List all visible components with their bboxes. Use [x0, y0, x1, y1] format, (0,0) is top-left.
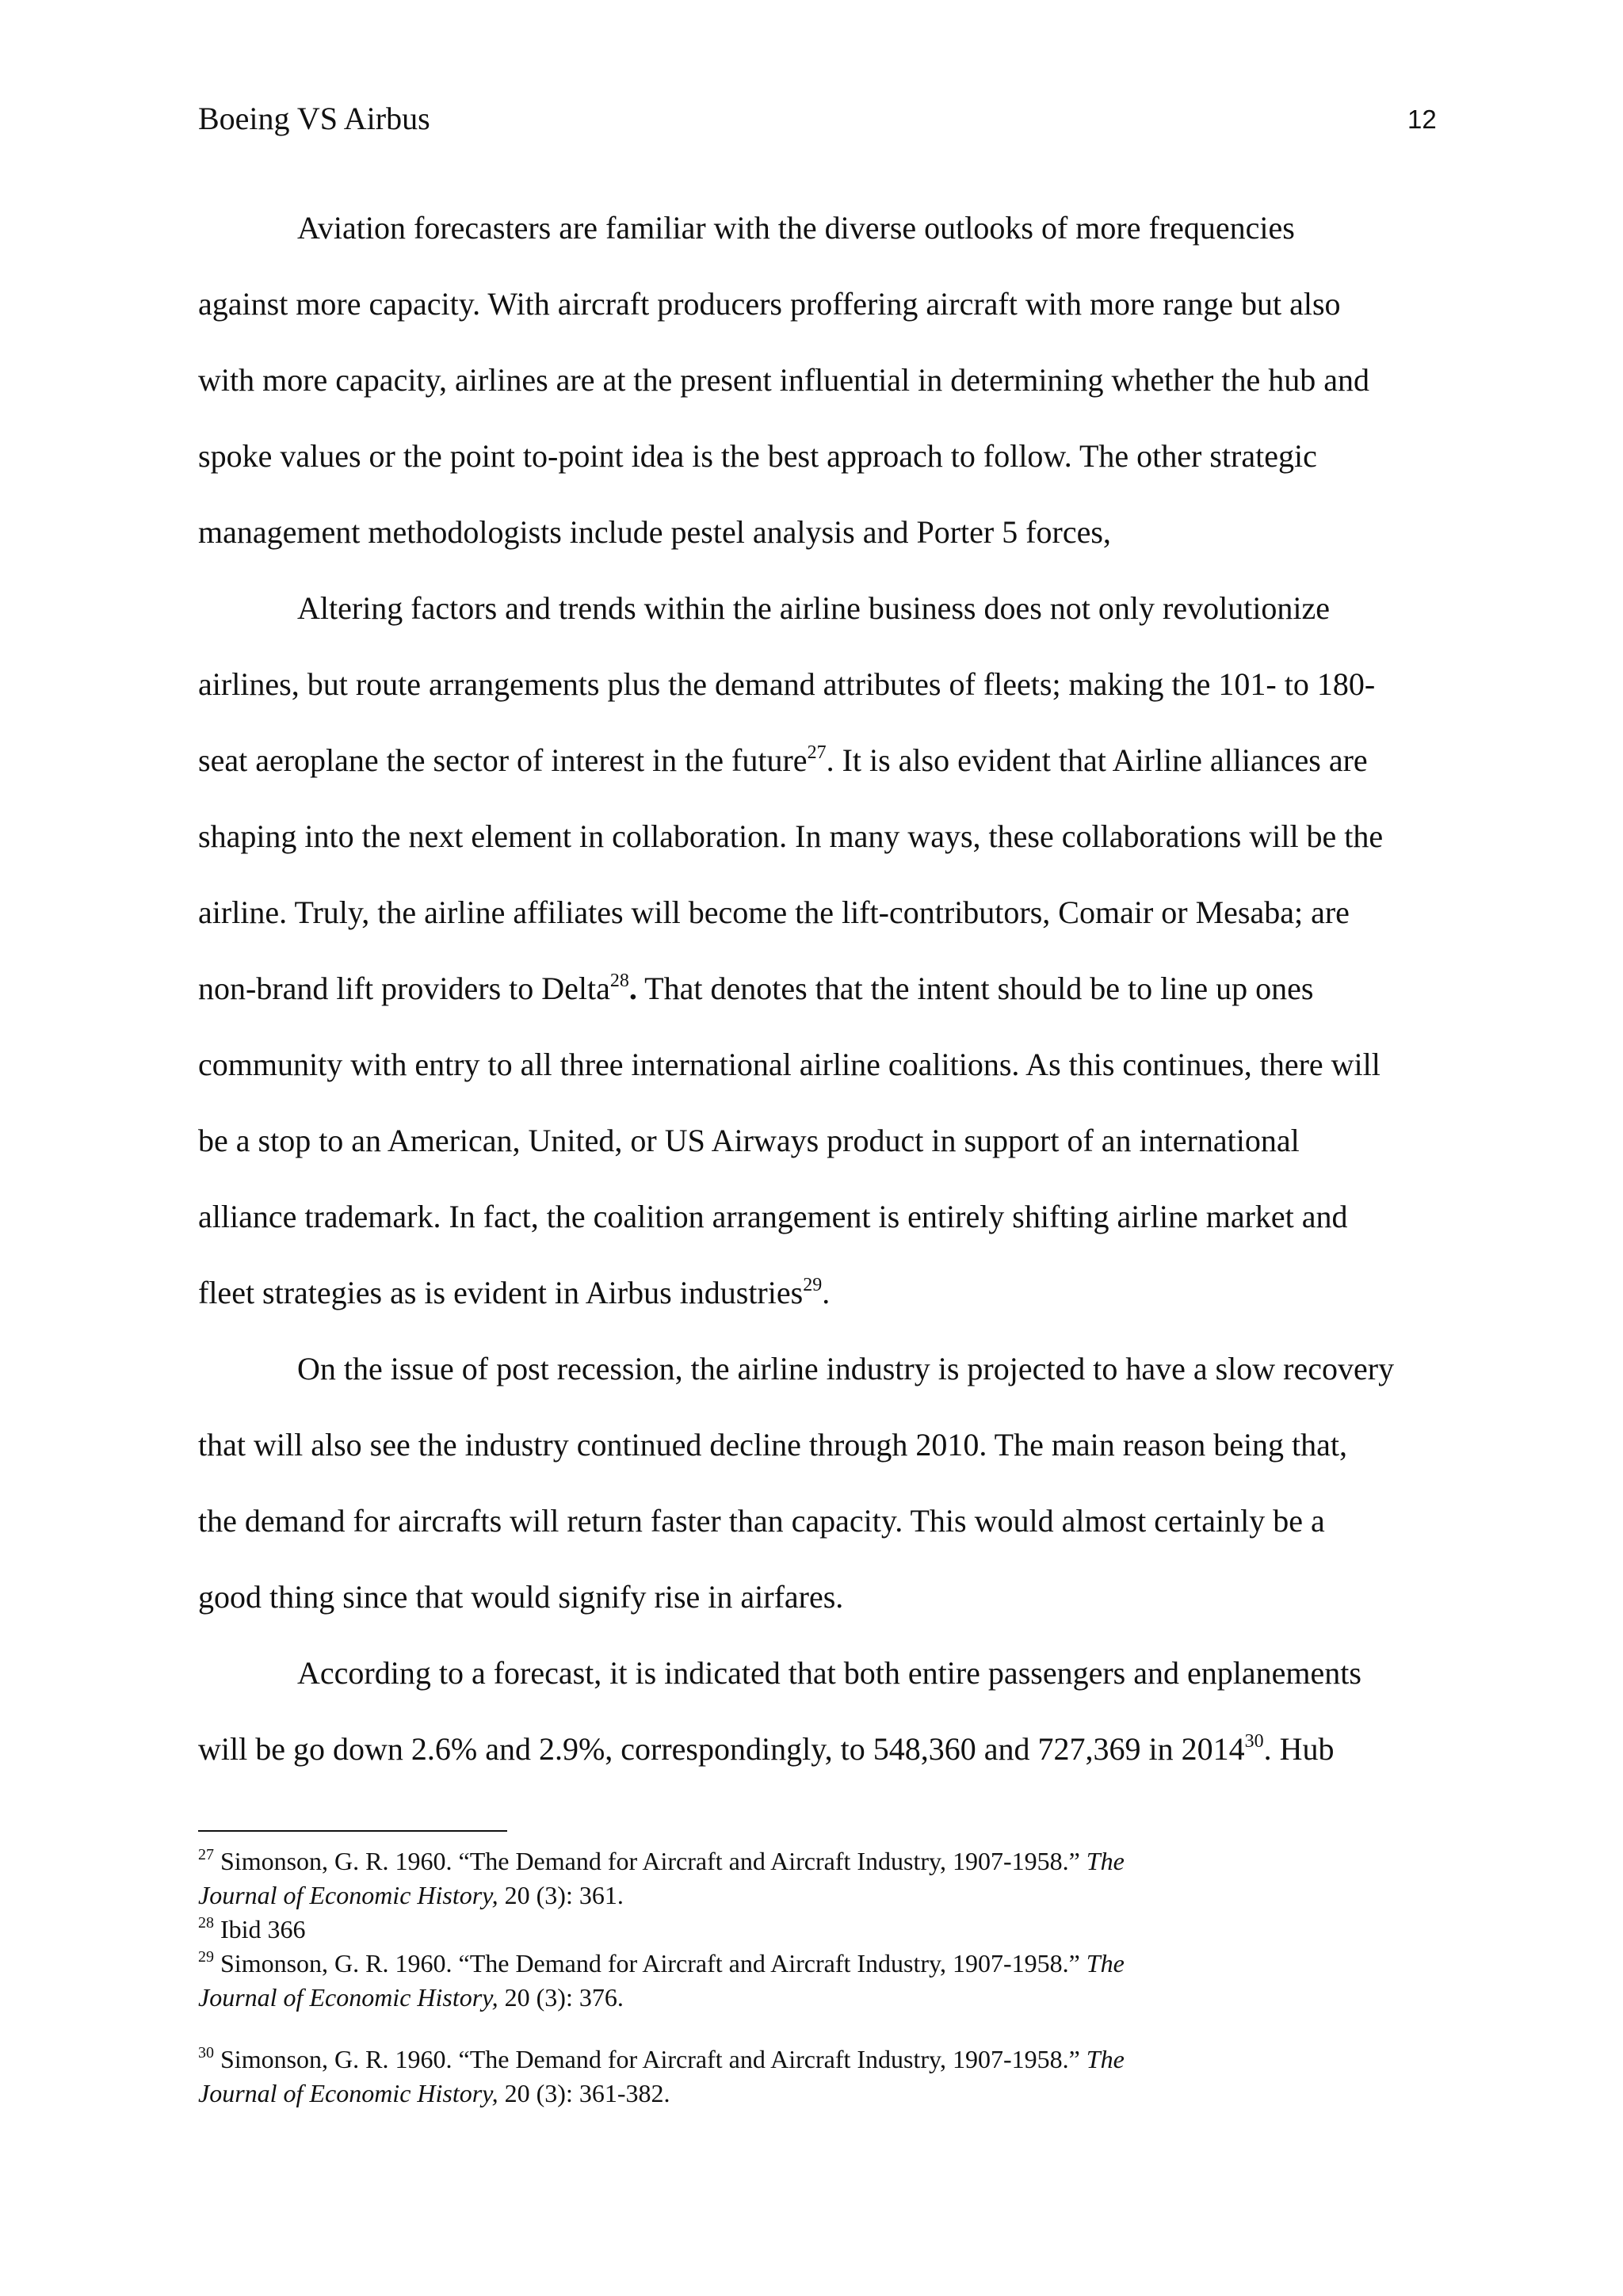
paragraph-2-line-10-text-a: fleet strategies as is evident in Airbus industries — [198, 1275, 804, 1310]
footnote-30-block — [198, 2042, 1434, 2111]
paragraph-2-line-3 — [198, 735, 1434, 811]
footnote-27-italic: The — [1086, 1847, 1125, 1875]
footnote-30-number: 30 — [198, 2044, 214, 2061]
footnote-29-text: Simonson, G. R. 1960. “The Demand for Aircraft and Aircraft Industry, 1907-1958.” — [214, 1949, 1086, 1978]
paragraph-3-line-1: On the issue of post recession, the airline industry is projected to have a slow recovery — [297, 1351, 1395, 1386]
footnote-ref-30: 30 — [1244, 1731, 1264, 1752]
paragraph-2-line-10-text-b: . — [822, 1275, 831, 1310]
footnote-29-citation: 20 (3): 376. — [498, 1983, 624, 2012]
paragraph-2-line-2: airlines, but route arrangements plus the demand attributes of fleets; making the 101- to 180- — [198, 666, 1376, 702]
footnote-30-journal: Journal of Economic History, — [198, 2079, 498, 2107]
footnote-27-text: Simonson, G. R. 1960. “The Demand for Aircraft and Aircraft Industry, 1907-1958.” — [214, 1847, 1086, 1875]
paragraph-3-line-3: the demand for aircrafts will return faster than capacity. This would almost certainly be a — [198, 1503, 1325, 1539]
footnote-27-line-2 — [198, 1878, 1434, 1913]
paragraph-2-line-5: airline. Truly, the airline affiliates will become the lift-contributors, Comair or Mesaba; are — [198, 894, 1350, 930]
footnote-29-line-2 — [198, 1981, 1434, 2015]
footnote-30-line-1 — [198, 2042, 1434, 2077]
footnote-28-text: Ibid 366 — [214, 1915, 306, 1943]
paragraph-2-line-6-text-a: non-brand lift providers to Delta — [198, 971, 610, 1006]
footnote-separator — [198, 1830, 507, 1832]
footnote-ref-29: 29 — [803, 1275, 823, 1295]
paragraph-2-line-6 — [198, 963, 1434, 1039]
body-text — [198, 203, 1434, 1800]
footnote-27-citation: 20 (3): 361. — [498, 1881, 624, 1909]
paragraph-1-line-1: Aviation forecasters are familiar with the diverse outlooks of more frequencies — [297, 210, 1295, 246]
paragraph-2-line-4: shaping into the next element in collaboration. In many ways, these collaborations will be the — [198, 818, 1384, 854]
footnote-27-number: 27 — [198, 1846, 214, 1863]
paragraph-2-line-10 — [198, 1268, 1434, 1344]
paragraph-2-line-7: community with entry to all three international airline coalitions. As this continues, there will — [198, 1047, 1381, 1082]
footnote-30-citation: 20 (3): 361-382. — [498, 2079, 670, 2107]
paragraph-1-line-5: management methodologists include pestel analysis and Porter 5 forces, — [198, 514, 1111, 550]
footnote-30-italic: The — [1086, 2045, 1125, 2073]
paragraph-1-line-2: against more capacity. With aircraft producers proffering aircraft with more range but also — [198, 286, 1341, 322]
paragraph-2-line-6-text-b: That denotes that the intent should be to line up ones — [636, 971, 1314, 1006]
paragraph-4-line-2 — [198, 1724, 1434, 1800]
paragraph-2-line-8: be a stop to an American, United, or US Airways product in support of an international — [198, 1123, 1300, 1158]
footnote-27-line-1 — [198, 1844, 1434, 1878]
footnote-ref-28: 28 — [609, 971, 629, 991]
paragraph-2-line-1: Altering factors and trends within the airline business does not only revolutionize — [297, 590, 1331, 626]
footnote-29-number: 29 — [198, 1948, 214, 1966]
footnote-29-line-1 — [198, 1947, 1434, 1981]
bold-period: . — [628, 971, 637, 1006]
paragraph-4-line-1: According to a forecast, it is indicated that both entire passengers and enplanements — [297, 1655, 1361, 1691]
paragraph-4-line-2-text-a: will be go down 2.6% and 2.9%, correspondingly, to 548,360 and 727,369 in 2014 — [198, 1731, 1245, 1767]
paragraph-1-line-3: with more capacity, airlines are at the present influential in determining whether the hub and — [198, 362, 1369, 398]
running-header-title: Boeing VS Airbus — [198, 101, 430, 136]
footnote-27-journal: Journal of Economic History, — [198, 1881, 498, 1909]
paragraph-2-line-9: alliance trademark. In fact, the coalition arrangement is entirely shifting airline market and — [198, 1199, 1348, 1234]
paragraph-1-line-4: spoke values or the point to-point idea is the best approach to follow. The other strategic — [198, 438, 1317, 474]
paragraph-2-line-3-text-a: seat aeroplane the sector of interest in the future — [198, 742, 808, 778]
footnote-29-journal: Journal of Economic History, — [198, 1983, 498, 2012]
paragraph-4-line-2-text-b: . Hub — [1263, 1731, 1335, 1767]
footnote-30-text: Simonson, G. R. 1960. “The Demand for Aircraft and Aircraft Industry, 1907-1958.” — [214, 2045, 1086, 2073]
page-number: 12 — [1407, 105, 1437, 134]
footnote-ref-27: 27 — [807, 742, 827, 763]
footnotes-group — [198, 1844, 1434, 2015]
footnote-29-italic: The — [1086, 1949, 1125, 1978]
paragraph-3-line-2: that will also see the industry continued decline through 2010. The main reason being that, — [198, 1427, 1348, 1463]
footnote-30-line-2 — [198, 2077, 1434, 2111]
footnote-28-number: 28 — [198, 1914, 214, 1932]
footnote-28 — [198, 1913, 1434, 1947]
paragraph-2-line-3-text-b: . It is also evident that Airline alliances are — [826, 742, 1368, 778]
paragraph-3-line-4: good thing since that would signify rise in airfares. — [198, 1579, 844, 1615]
